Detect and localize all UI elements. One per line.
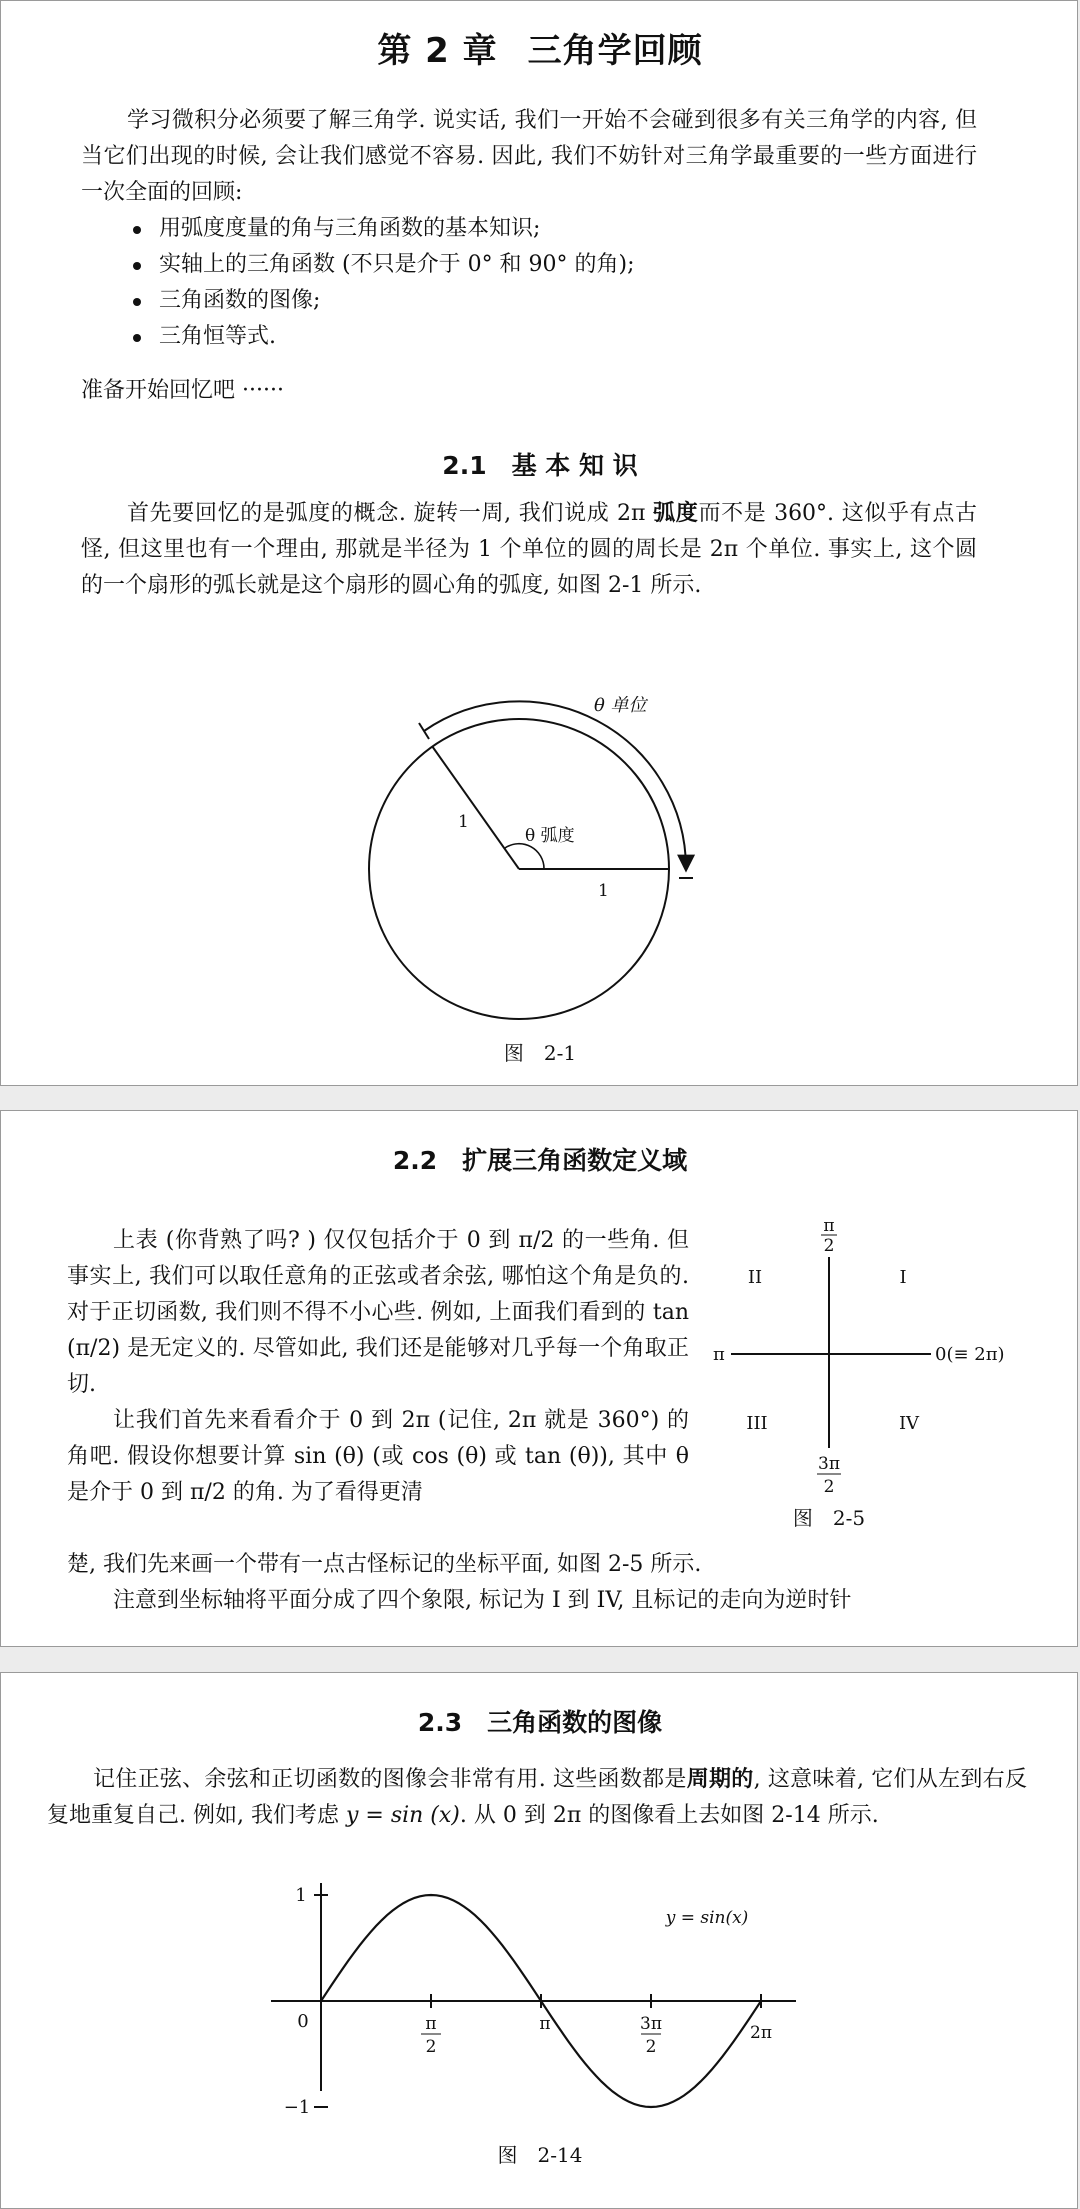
x-tick-label: π (425, 2014, 437, 2034)
quadrant-ii-label: II (747, 1267, 763, 1288)
quadrant-iii-label: III (746, 1413, 768, 1434)
y-tick-label: 0 (297, 2011, 309, 2032)
periodic-term: 周期的 (686, 1766, 754, 1792)
figure-2-5-caption: 图 2-5 (792, 1506, 866, 1530)
x-tick-label: 2 (645, 2037, 657, 2057)
section-2-3-title: 2.3 三角函数的图像 (417, 1708, 663, 1737)
list-item: 用弧度度量的角与三角函数的基本知识; (117, 211, 977, 247)
paragraph-text: . 从 0 到 2π 的图像看上去如图 2-14 所示. (459, 1803, 879, 1828)
section-2-2-paragraph-2a: 让我们首先来看看介于 0 到 2π (记住, 2π 就是 360°) 的角吧. 假设你想要计算 sin (θ) (或 cos (θ) 或 tan (θ)), 其中 θ 是介于 0 到 π/2 的角. 为了看得更清 (67, 1408, 689, 1505)
chapter-closing: 准备开始回忆吧 ······ (81, 378, 284, 403)
list-item: 三角恒等式. (117, 319, 977, 355)
page-card-chapter-2 (0, 0, 1078, 1086)
section-2-2-paragraph-1: 上表 (你背熟了吗? ) 仅仅包括介于 0 到 π/2 的一些角. 但事实上, 我们可以取任意角的正弦或者余弦, 哪怕这个角是负的. 对于正切函数, 我们则不得不小心些. 例如, 上面我们看到的 tan (π/2) 是无定义的. 尽管如此, 我们还是能够对几乎每一个角取正切. (67, 1228, 689, 1397)
paragraph-text: , 这意味着, 它们从左到右反复地重复自己. 例如, 我们考虑 (47, 1767, 1027, 1828)
quadrant-iv-label: IV (898, 1413, 920, 1434)
paragraph-text: 首先要回忆的是弧度的概念. 旋转一周, 我们说成 2π (127, 501, 654, 526)
section-2-1-title: 2.1 基 本 知 识 (442, 451, 638, 480)
chapter-title-text: 三角学回顾 (527, 31, 703, 71)
x-tick-label: π (539, 2014, 551, 2034)
arc-start-tick (419, 723, 429, 739)
y-tick-label: 1 (295, 1885, 307, 1906)
radius-label-slanted: 1 (458, 812, 469, 832)
label-right: 0(≡ 2π) (935, 1344, 1005, 1365)
section-2-3-paragraph (47, 1761, 1027, 1834)
x-tick-label: 2π (750, 2023, 773, 2043)
chapter-number: 第 2 章 (377, 31, 498, 71)
inline-math: y = sin (x) (345, 1803, 460, 1828)
figure-2-5-quadrant-plane (701, 1211, 1041, 1541)
y-tick-label: −1 (283, 2097, 311, 2113)
paragraph-text: 而不是 360°. 这似乎有点古怪, 但这里也有一个理由, 那就是半径为 1 个单位的圆的周长是 2π 个单位. 事实上, 这个圆的一个扇形的弧长就是这个扇形的圆心角的弧度, 如图 2-1 所示. (81, 501, 977, 598)
label-bottom-numerator: 3π (818, 1454, 840, 1474)
label-top-denominator: 2 (823, 1236, 835, 1256)
paragraph-text: 记住正弦、余弦和正切函数的图像会非常有用. 这些函数都是 (93, 1767, 687, 1792)
page-card-section-2-3 (0, 1672, 1078, 2209)
list-item: 三角函数的图像; (117, 283, 977, 319)
angle-label: θ 弧度 (525, 826, 575, 846)
list-item: 实轴上的三角函数 (不只是介于 0° 和 90° 的角); (117, 247, 977, 283)
radius-slanted (432, 746, 519, 869)
radian-term: 弧度 (653, 500, 699, 526)
quadrant-i-label: I (899, 1267, 907, 1288)
x-tick-label: 3π (640, 2014, 663, 2034)
chapter-intro: 学习微积分必须要了解三角学. 说实话, 我们一开始不会碰到很多有关三角学的内容, 但当它们出现的时候, 会让我们感觉不容易. 因此, 我们不妨针对三角学最重要的一些方面进行一次全面的回顾: (81, 108, 977, 205)
figure-2-14-caption: 图 2-14 (497, 2143, 583, 2167)
radius-label-horizontal: 1 (598, 881, 609, 901)
label-left: π (713, 1344, 725, 1365)
legend-label: y = sin(x) (665, 1908, 749, 1928)
figure-2-1-caption: 图 2-1 (503, 1041, 577, 1065)
label-bottom-denominator: 2 (823, 1477, 835, 1497)
page-card-section-2-2 (0, 1110, 1078, 1647)
section-2-2-paragraph-2b: 楚, 我们先来画一个带有一点古怪标记的坐标平面, 如图 2-5 所示. (67, 1552, 702, 1577)
section-2-2-paragraph-3: 注意到坐标轴将平面分成了四个象限, 标记为 I 到 IV, 且标记的走向为逆时针 (113, 1588, 852, 1613)
section-2-2-title: 2.2 扩展三角函数定义域 (392, 1146, 688, 1175)
arc-label: θ 单位 (594, 695, 647, 716)
figure-2-1-unit-circle (1, 1, 1079, 1087)
figure-2-14-sine-chart (261, 1873, 821, 2113)
x-tick-label: 2 (425, 2037, 437, 2057)
label-top-numerator: π (823, 1216, 835, 1236)
